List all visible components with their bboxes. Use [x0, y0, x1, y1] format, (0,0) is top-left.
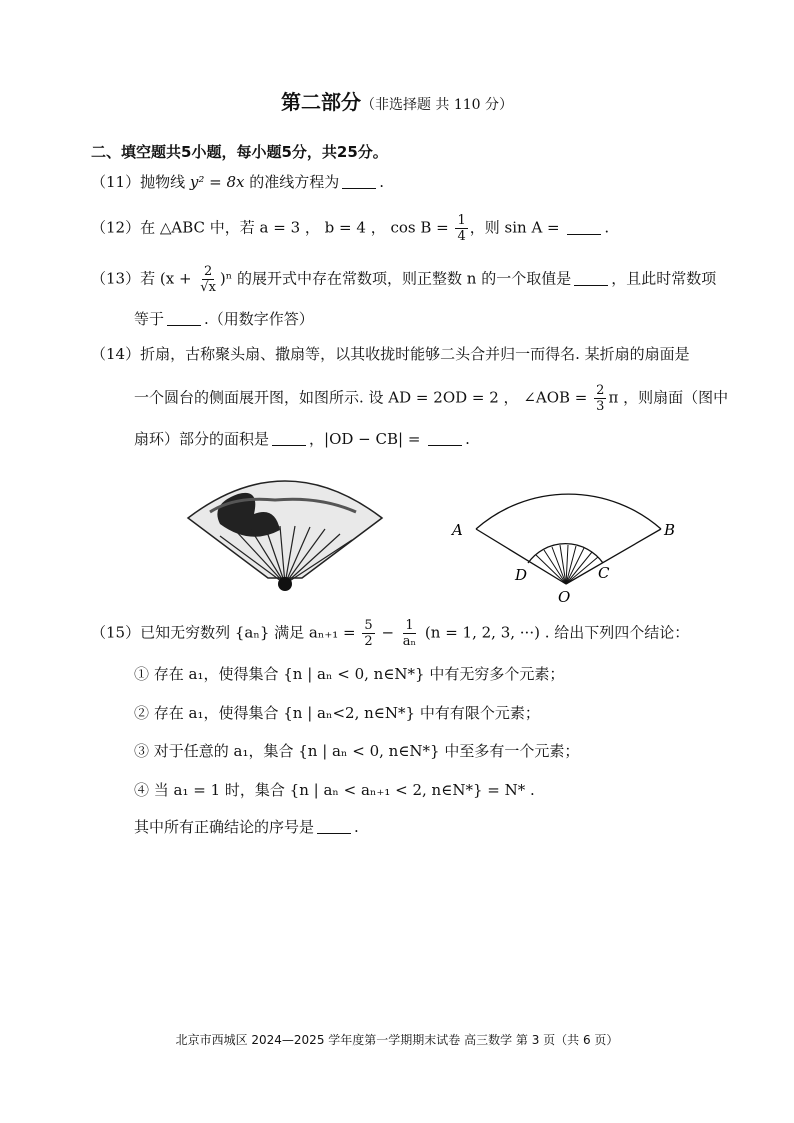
- q13-line2-b: .（用数字作答）: [204, 310, 314, 328]
- label-d: D: [515, 566, 528, 584]
- q14-line2-a: 一个圆台的侧面展开图，如图所示. 设 AD = 2OD = 2 ， ∠AOB =: [134, 388, 593, 407]
- q15-frac2-den: aₙ: [402, 634, 417, 649]
- q15-conclusion-line: [134, 817, 359, 837]
- q13-answer-blank-1: [574, 271, 608, 286]
- q14-frac-den: 3: [596, 399, 605, 414]
- label-c: C: [598, 564, 610, 582]
- question-13-line2: [134, 309, 314, 329]
- q15-text-a: 已知无穷数列 {aₙ} 满足 aₙ₊₁ =: [140, 623, 361, 642]
- q11-number: （11）: [91, 173, 141, 191]
- label-b: B: [664, 521, 676, 539]
- q15-answer-blank: [317, 819, 351, 834]
- q14-line2-b: π ，则扇面（图中: [608, 388, 729, 407]
- q15-item-2: ② 存在 a₁，使得集合 {n | aₙ<2, n∈N*} 中有有限个元素；: [134, 704, 540, 722]
- q14-line1: 折扇，古称聚头扇、撒扇等，以其收拢时能够二头合并归一而得名. 某折扇的扇面是: [140, 345, 690, 363]
- q15-frac-num: 5: [364, 618, 373, 633]
- q12-text-b: ，则 sin A =: [469, 218, 565, 237]
- fan-diagram-ribs: [536, 545, 598, 584]
- q12-number: （12）: [91, 218, 141, 237]
- q11-end: .: [379, 173, 385, 191]
- q13-line2-a: 等于: [134, 310, 165, 328]
- q13-frac-den: √x: [200, 280, 216, 295]
- question-12: [91, 213, 609, 244]
- q13-text-a: 若 (x +: [140, 269, 197, 288]
- q12-fraction: [455, 213, 467, 244]
- question-14: [91, 344, 690, 364]
- fan-photo-leaf: [188, 481, 382, 578]
- section-title-sub: （非选择题 共 110 分）: [360, 97, 514, 113]
- q14-frac-num: 2: [596, 383, 605, 398]
- q13-text-b: )ⁿ 的展开式中存在常数项，则正整数 n 的一个取值是: [219, 269, 572, 288]
- section-title-main: 第二部分: [280, 90, 361, 114]
- q12-frac-num: 1: [457, 213, 466, 228]
- q14-answer-blank-1: [272, 431, 306, 446]
- q15-number: （15）: [91, 623, 141, 642]
- q14-line3-a: 扇环）部分的面积是: [134, 430, 270, 448]
- page-footer: 北京市西城区 2024—2025 学年度第一学期期末试卷 高三数学 第 3 页（共 6 页）: [175, 1033, 619, 1047]
- q12-answer-blank: [567, 220, 601, 235]
- q15-minus: −: [376, 623, 399, 642]
- q11-formula: y² = 8x: [189, 173, 245, 191]
- question-11: [91, 172, 384, 192]
- q15-item-4: ④ 当 a₁ = 1 时，集合 {n | aₙ < aₙ₊₁ < 2, n∈N*} = N* .: [134, 781, 535, 799]
- q15-frac-den: 2: [364, 634, 373, 649]
- q13-number: （13）: [91, 269, 141, 288]
- question-13: [91, 264, 716, 295]
- q11-text-b: 的准线方程为: [244, 173, 340, 191]
- label-o: O: [558, 588, 571, 605]
- question-14-line3: [134, 429, 470, 449]
- q14-number: （14）: [91, 345, 141, 363]
- q15-text-b: (n = 1, 2, 3, ···) . 给出下列四个结论：: [420, 623, 690, 642]
- q14-line3-b: ，|OD − CB| =: [309, 430, 426, 448]
- q11-answer-blank: [342, 174, 376, 189]
- q14-end: .: [465, 430, 470, 448]
- fan-photo-pivot: [278, 577, 292, 591]
- q15-item-3: ③ 对于任意的 a₁，集合 {n | aₙ < 0, n∈N*} 中至多有一个元素；: [134, 742, 580, 760]
- q13-fraction: [198, 264, 218, 295]
- q15-end: .: [354, 818, 359, 836]
- q15-item-1: ① 存在 a₁，使得集合 {n | aₙ < 0, n∈N*} 中有无穷多个元素；: [134, 665, 565, 683]
- q15-fraction-2: [401, 618, 418, 649]
- q13-answer-blank-2: [167, 311, 201, 326]
- q14-answer-blank-2: [428, 431, 462, 446]
- q13-text-c: ，且此时常数项: [611, 269, 717, 288]
- q13-frac-num: 2: [203, 264, 213, 279]
- q15-fraction-1: [362, 618, 374, 649]
- question-14-line2: [134, 383, 728, 414]
- part-heading: 二、填空题共5小题，每小题5分，共25分。: [91, 143, 388, 161]
- section-title: [0, 86, 794, 115]
- q12-end: .: [604, 218, 610, 237]
- q12-text-a: 在 △ABC 中，若 a = 3 ， b = 4 ， cos B =: [140, 218, 454, 237]
- q14-fraction: [594, 383, 606, 414]
- q12-frac-den: 4: [457, 229, 466, 244]
- q15-frac2-num: 1: [405, 618, 414, 633]
- q11-text-a: 抛物线: [140, 173, 190, 191]
- folding-fan-photo: [180, 466, 390, 594]
- fan-diagram: [446, 463, 686, 605]
- fan-outer-arc: [476, 494, 661, 529]
- label-a: A: [452, 521, 463, 539]
- fan-inner-arc: [528, 544, 603, 563]
- question-15: [91, 618, 689, 649]
- q15-conclusion: 其中所有正确结论的序号是: [134, 818, 315, 836]
